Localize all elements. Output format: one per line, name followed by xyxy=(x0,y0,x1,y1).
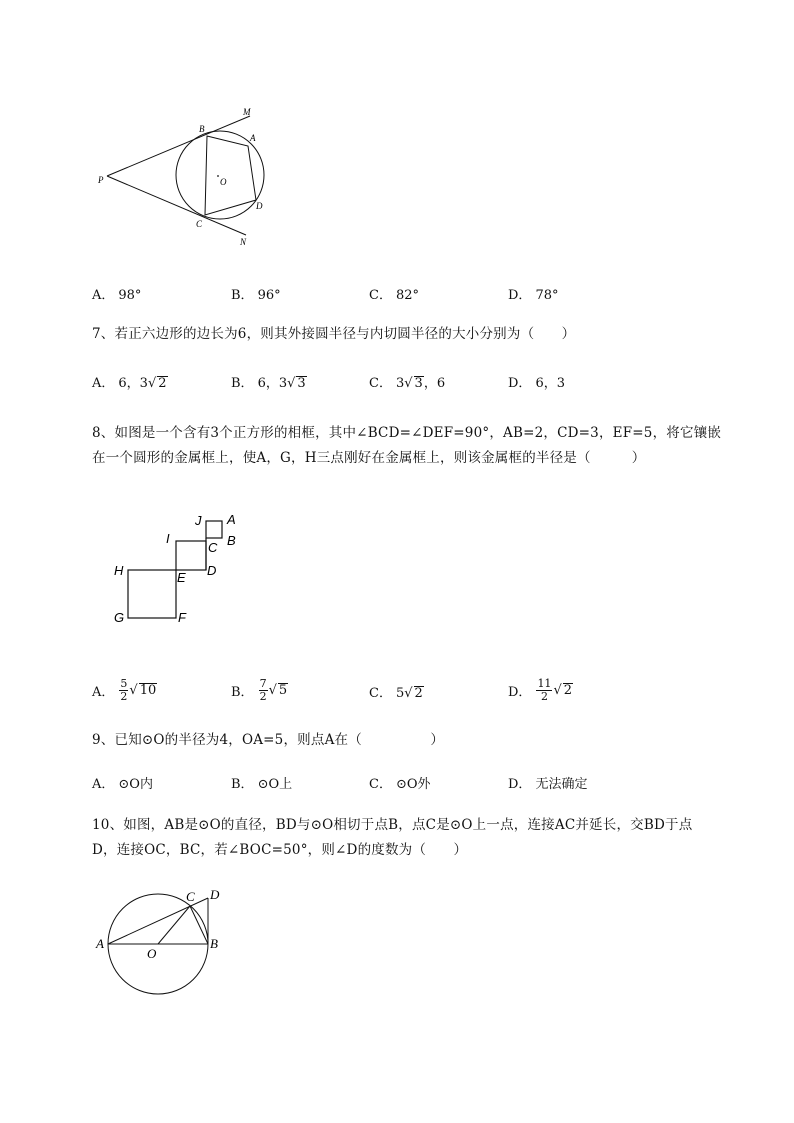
figure-circle-tangents xyxy=(90,100,270,255)
q8-option-b[interactable] xyxy=(231,678,288,703)
option-value: ⊙O内 xyxy=(118,777,153,792)
segment-bc xyxy=(190,906,208,944)
option-pre: 6，3 xyxy=(535,376,565,391)
tangent-pm xyxy=(107,116,250,176)
square-medium xyxy=(176,541,206,570)
numerator: 5 xyxy=(120,677,128,690)
option-value: 98° xyxy=(118,288,142,303)
denominator: 2 xyxy=(120,690,128,703)
label-b: B xyxy=(227,533,236,548)
radicand: 2 xyxy=(563,683,573,698)
option-value: 无法确定 xyxy=(535,777,588,792)
radical-sign: √ xyxy=(553,683,562,698)
label-o: O xyxy=(220,177,227,187)
option-label: D． xyxy=(508,288,532,303)
radical-sign: √ xyxy=(268,683,277,698)
option-label: A． xyxy=(92,376,115,391)
question-9-text: 9、已知⊙O的半径为4，OA=5，则点A在（ ） xyxy=(92,732,445,748)
option-label: A． xyxy=(92,685,115,700)
question-7-text: 7、若正六边形的边长为6，则其外接圆半径与内切圆半径的大小分别为（ ） xyxy=(92,326,576,342)
radicand: 3 xyxy=(414,376,423,391)
numerator: 7 xyxy=(259,677,267,690)
question-8-line-1: 8、如图是一个含有3个正方形的相框，其中∠BCD=∠DEF=90°，AB=2，CD=3，EF=5，将它镶嵌 xyxy=(92,425,722,441)
label-c: C xyxy=(186,889,195,904)
label-p: P xyxy=(98,175,104,185)
option-label: D． xyxy=(508,685,532,700)
option-pre: 3 xyxy=(395,376,405,391)
option-label: C． xyxy=(369,376,392,391)
radical-sign: √ xyxy=(287,376,296,391)
numerator: 11 xyxy=(537,677,552,690)
q7-option-a[interactable] xyxy=(92,372,168,391)
label-h: H xyxy=(114,563,124,578)
q7-option-b[interactable] xyxy=(231,372,307,391)
label-a: A xyxy=(96,936,104,951)
fraction xyxy=(536,678,552,703)
radical-sign: √ xyxy=(404,686,413,701)
radicand: 3 xyxy=(297,376,306,391)
option-label: B． xyxy=(231,777,254,792)
label-d: D xyxy=(210,887,220,902)
center-dot xyxy=(217,175,219,177)
option-label: B． xyxy=(231,685,254,700)
option-label: C． xyxy=(369,686,392,701)
radicand: 10 xyxy=(139,683,157,698)
label-c: C xyxy=(208,540,218,555)
q8-option-a[interactable] xyxy=(92,678,157,703)
option-pre: 5 xyxy=(395,686,405,701)
label-d: D xyxy=(207,563,217,578)
question-10-line-1: 10、如图，AB是⊙O的直径，BD与⊙O相切于点B，点C是⊙O上一点，连接AC并延长，交BD于点 xyxy=(92,817,693,833)
segment-ad xyxy=(108,898,208,944)
label-a: A xyxy=(227,512,236,527)
option-value: 96° xyxy=(257,288,281,303)
fraction xyxy=(119,678,128,703)
radicand: 2 xyxy=(158,376,167,391)
quadrilateral-bacd xyxy=(205,136,256,215)
option-label: B． xyxy=(231,376,254,391)
option-label: A． xyxy=(92,777,115,792)
option-value: 78° xyxy=(535,288,559,303)
figure-three-squares xyxy=(108,508,253,628)
q8-option-c[interactable] xyxy=(369,682,424,701)
question-8-line-2: 在一个圆形的金属框上，使A，G，H三点刚好在金属框上，则该金属框的半径是（ ） xyxy=(92,450,646,466)
q9-option-d[interactable] xyxy=(508,773,587,792)
denominator: 2 xyxy=(540,690,548,703)
q6-option-c[interactable] xyxy=(369,284,419,303)
q6-option-b[interactable] xyxy=(231,284,281,303)
q9-option-c[interactable] xyxy=(369,773,431,792)
option-value: ⊙O上 xyxy=(257,777,293,792)
radical-sign: √ xyxy=(129,683,138,698)
option-value: 82° xyxy=(395,288,419,303)
q7-option-d[interactable] xyxy=(508,372,565,391)
option-label: C． xyxy=(369,288,392,303)
segment-oc xyxy=(158,906,190,944)
label-b: B xyxy=(199,124,205,134)
q9-option-a[interactable] xyxy=(92,773,153,792)
circle-o xyxy=(176,131,264,219)
fraction xyxy=(259,678,268,703)
label-d: D xyxy=(256,201,263,211)
denominator: 2 xyxy=(259,690,267,703)
question-10-line-2: D，连接OC，BC，若∠BOC=50°，则∠D的度数为（ ） xyxy=(92,842,468,858)
label-j: J xyxy=(195,513,202,528)
q8-option-d[interactable] xyxy=(508,678,573,703)
label-g: G xyxy=(114,610,125,625)
q6-option-d[interactable] xyxy=(508,284,558,303)
label-b: B xyxy=(210,936,218,951)
radicand: 5 xyxy=(278,683,288,698)
label-f: F xyxy=(178,610,186,625)
option-label: A． xyxy=(92,288,115,303)
q6-option-a[interactable] xyxy=(92,284,141,303)
q9-option-b[interactable] xyxy=(231,773,292,792)
label-m: M xyxy=(243,107,251,117)
figure-circle-diameter xyxy=(92,880,227,1005)
option-value: ⊙O外 xyxy=(395,777,431,792)
option-pre: 6，3 xyxy=(257,376,288,391)
q7-option-c[interactable] xyxy=(369,372,445,391)
label-a: A xyxy=(250,133,256,143)
label-o: O xyxy=(147,946,157,961)
option-label: D． xyxy=(508,777,532,792)
radicand: 2 xyxy=(414,686,423,701)
option-post: ，6 xyxy=(423,376,446,391)
label-c: C xyxy=(196,219,203,229)
label-n: N xyxy=(240,237,247,247)
square-large xyxy=(128,570,176,618)
label-e: E xyxy=(177,570,186,585)
option-pre: 6，3 xyxy=(118,376,148,391)
square-small xyxy=(206,521,222,538)
radical-sign: √ xyxy=(147,376,157,391)
option-label: C． xyxy=(369,777,392,792)
radical-sign: √ xyxy=(404,376,413,391)
label-i: I xyxy=(166,531,170,546)
option-label: D． xyxy=(508,376,532,391)
option-label: B． xyxy=(231,288,254,303)
